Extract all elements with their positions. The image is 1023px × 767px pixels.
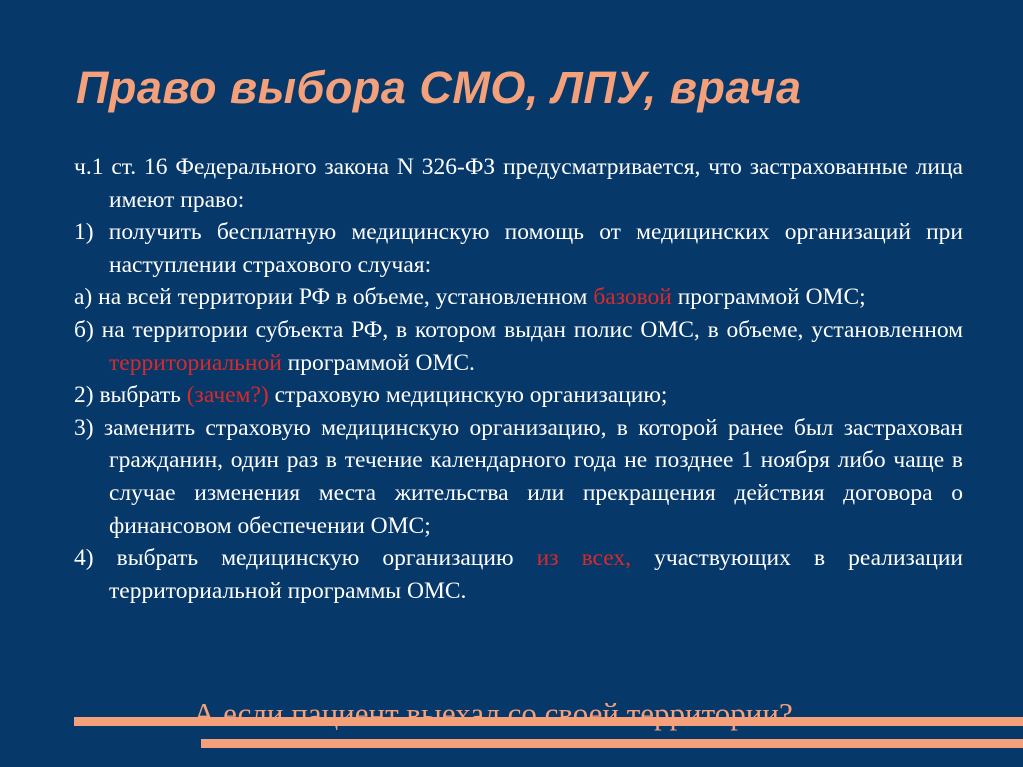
list-item-1b bbox=[74, 314, 963, 379]
highlight-zachem: (зачем?) bbox=[186, 382, 269, 409]
decorative-bar-bottom bbox=[201, 739, 1023, 748]
list-item-3: 3) заменить страховую медицинскую организацию, в которой ранее был застрахован гражданин, один раз в течение календарного года не позднее 1 ноября либо чаще в случае изменения места жительства или прекращения действия договора о финансовом обеспечении ОМС; bbox=[74, 414, 963, 539]
list-item-1b-text: б) на территории субъекта РФ, в котором выдан полис ОМС, в объеме, установленном bbox=[74, 316, 963, 343]
list-item-1b-text-end: программой ОМС. bbox=[281, 349, 475, 376]
list-item-4 bbox=[74, 542, 963, 607]
list-item-2 bbox=[74, 379, 963, 412]
highlight-bazovoy: базовой bbox=[593, 284, 672, 311]
list-item-1a bbox=[74, 281, 963, 314]
highlight-territorialnoy: территориальной bbox=[109, 349, 282, 376]
intro-paragraph: ч.1 ст. 16 Федерального закона N 326-ФЗ предусматривается, что застрахованные лица имеют право: bbox=[74, 154, 963, 213]
highlight-iz-vseh: из всех, bbox=[536, 545, 632, 572]
footer-question: А если пациент выехал со своей территории? bbox=[193, 696, 793, 731]
list-item-1a-text-end: программой ОМС; bbox=[671, 284, 866, 311]
slide-title: Право выбора СМО, ЛПУ, врача bbox=[76, 62, 802, 113]
list-item-1: 1) получить бесплатную медицинскую помощь от медицинских организаций при наступлении страхового случая: bbox=[74, 219, 963, 278]
list-item-1a-text: а) на всей территории РФ в объеме, установленном bbox=[74, 284, 594, 311]
list-item-2-text: 2) выбрать bbox=[74, 382, 187, 409]
list-item-4-text: 4) выбрать медицинскую организацию bbox=[74, 545, 537, 572]
list-item-2-text-end: страховую медицинскую организацию; bbox=[268, 382, 668, 409]
slide-body bbox=[74, 151, 963, 607]
list-item-4-text-end: участвующих в реализации территориальной программы ОМС. bbox=[109, 545, 963, 604]
